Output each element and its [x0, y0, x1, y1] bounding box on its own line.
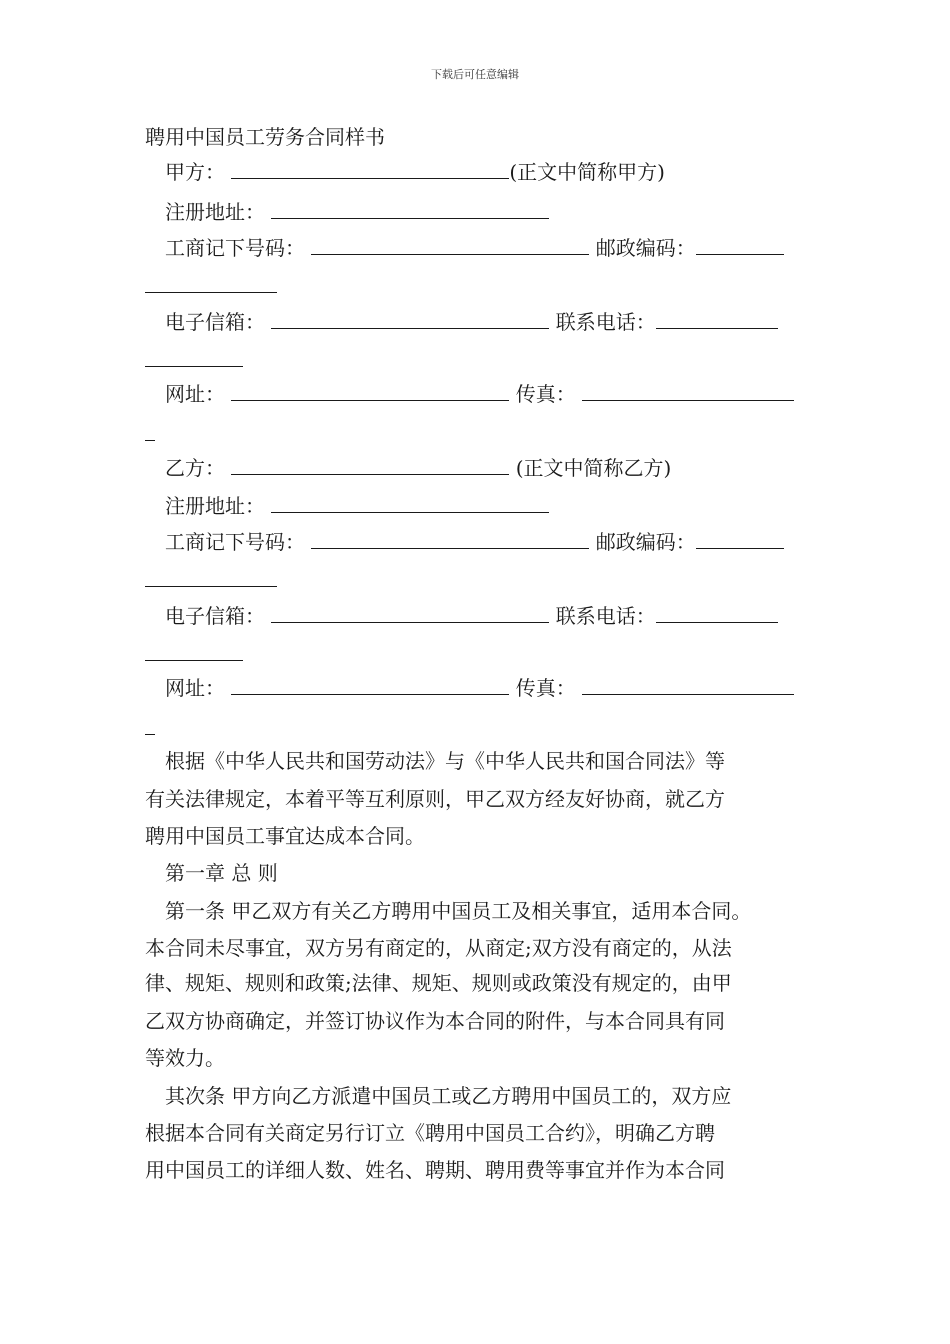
party-a-fax-blank-cont[interactable] [145, 439, 155, 441]
party-a-website-label: 网址： [165, 382, 225, 406]
article-2-line: 其次条 甲方向乙方派遣中国员工或乙方聘用中国员工的，双方应 [165, 1084, 732, 1108]
party-b-blank[interactable] [231, 454, 509, 475]
party-a-blank[interactable] [231, 158, 509, 179]
party-b-postcode-label: 邮政编码： [595, 530, 696, 554]
party-a-phone-blank-cont[interactable] [145, 365, 243, 367]
party-a-postcode-blank-cont[interactable] [145, 291, 277, 293]
header-note: 下载后可任意编辑 [431, 68, 519, 81]
party-a-reg-row [165, 234, 784, 261]
party-b-fax-blank-cont[interactable] [145, 733, 155, 735]
party-a-address-row [165, 198, 549, 225]
party-a-website-blank[interactable] [231, 380, 509, 401]
party-b-website-label: 网址： [165, 676, 225, 700]
party-a-reg-label: 工商记下号码： [165, 236, 305, 260]
party-b-phone-blank-cont[interactable] [145, 659, 243, 661]
party-b-address-label: 注册地址： [165, 494, 265, 518]
party-b-reg-label: 工商记下号码： [165, 530, 305, 554]
party-b-phone-label: 联系电话： [555, 604, 656, 628]
party-a-email-row [165, 308, 778, 335]
party-a-email-label: 电子信箱： [165, 310, 265, 334]
party-b-reg-row [165, 528, 784, 555]
party-a-address-label: 注册地址： [165, 200, 265, 224]
party-a-phone-blank[interactable] [656, 308, 778, 329]
party-a-label: 甲方： [165, 160, 225, 184]
article-1-line: 本合同未尽事宜，双方另有商定的，从商定;双方没有商定的，从法 [145, 936, 732, 960]
party-b-postcode-blank[interactable] [696, 528, 784, 549]
party-a-fax-blank[interactable] [582, 380, 794, 401]
party-a-website-row [165, 380, 794, 407]
party-b-reg-blank[interactable] [311, 528, 589, 549]
preamble-line: 有关法律规定，本着平等互利原则，甲乙双方经友好协商，就乙方 [145, 787, 725, 811]
party-a-email-blank[interactable] [271, 308, 549, 329]
preamble-line: 根据《中华人民共和国劳动法》与《中华人民共和国合同法》等 [165, 749, 725, 773]
party-a-reg-blank[interactable] [311, 234, 589, 255]
party-b-email-row [165, 602, 778, 629]
chapter-title: 第一章 总 则 [165, 861, 278, 885]
party-b-website-row [165, 674, 794, 701]
party-b-website-blank[interactable] [231, 674, 509, 695]
party-a-fax-label: 传真： [515, 382, 576, 406]
article-2-line: 用中国员工的详细人数、姓名、聘期、聘用费等事宜并作为本合同 [145, 1158, 725, 1182]
party-b-fax-blank[interactable] [582, 674, 794, 695]
preamble-line: 聘用中国员工事宜达成本合同。 [145, 824, 425, 848]
article-1-line: 律、规矩、规则和政策;法律、规矩、规则或政策没有规定的，由甲 [145, 971, 732, 995]
party-a-phone-label: 联系电话： [555, 310, 656, 334]
party-b-row [165, 454, 671, 481]
party-b-email-blank[interactable] [271, 602, 549, 623]
party-b-address-blank[interactable] [271, 492, 549, 513]
party-b-address-row [165, 492, 549, 519]
party-a-row [165, 158, 665, 185]
party-a-suffix: (正文中简称甲方) [509, 160, 665, 184]
party-b-email-label: 电子信箱： [165, 604, 265, 628]
article-2-line: 根据本合同有关商定另行订立《聘用中国员工合约》，明确乙方聘 [145, 1121, 715, 1145]
party-a-postcode-blank[interactable] [696, 234, 784, 255]
article-1-line: 第一条 甲乙双方有关乙方聘用中国员工及相关事宜，适用本合同。 [165, 899, 752, 923]
party-a-postcode-label: 邮政编码： [595, 236, 696, 260]
party-a-address-blank[interactable] [271, 198, 549, 219]
party-b-phone-blank[interactable] [656, 602, 778, 623]
article-1-line: 等效力。 [145, 1046, 225, 1070]
article-1-line: 乙双方协商确定，并签订协议作为本合同的附件，与本合同具有同 [145, 1009, 725, 1033]
party-b-fax-label: 传真： [515, 676, 576, 700]
party-b-postcode-blank-cont[interactable] [145, 585, 277, 587]
document-title: 聘用中国员工劳务合同样书 [145, 125, 385, 149]
party-b-suffix: (正文中简称乙方) [515, 456, 672, 480]
party-b-label: 乙方： [165, 456, 225, 480]
